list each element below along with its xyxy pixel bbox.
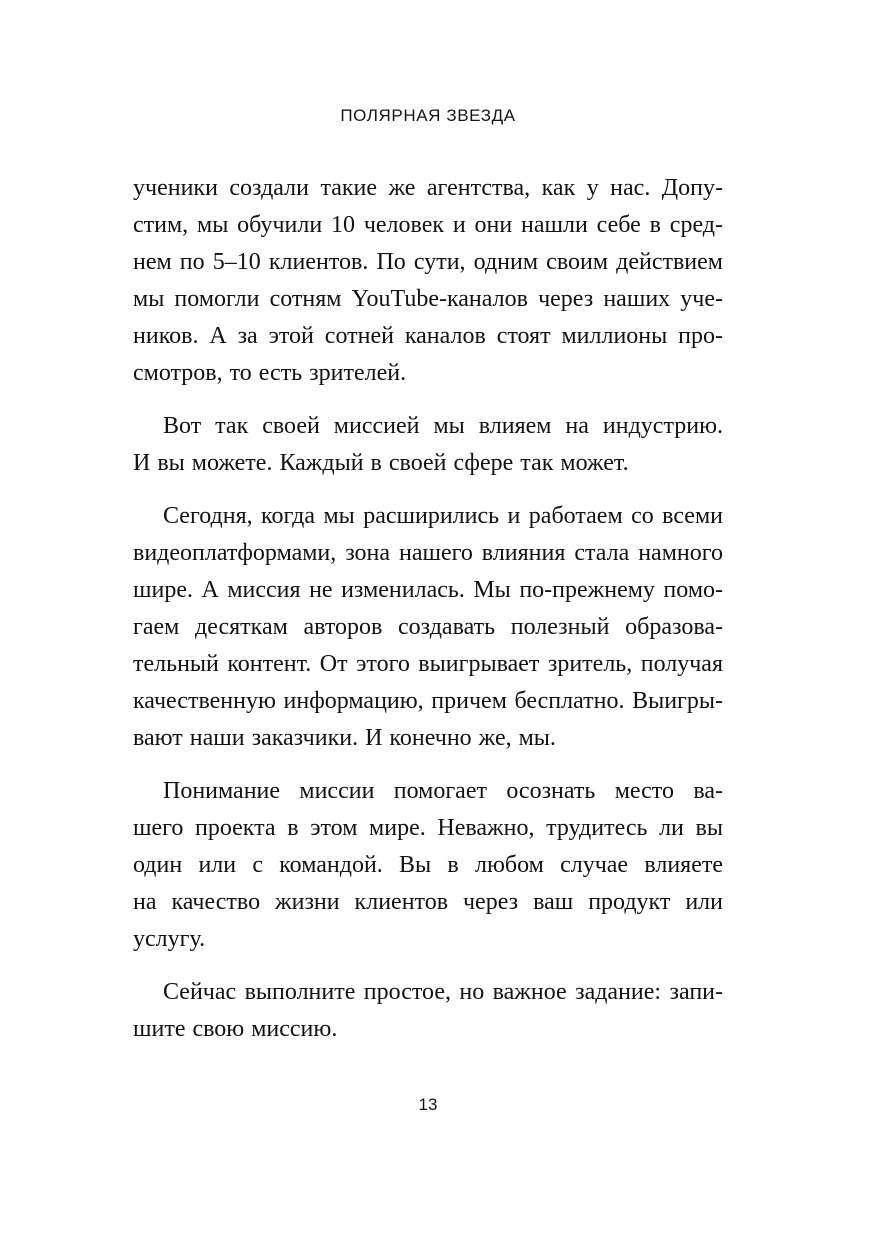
text-line: Сегодня, когда мы расширились и работаем со всеми [163,503,723,529]
text-line: ученики создали такие же агентства, как у нас. Допу- [133,175,723,201]
paragraph [133,498,723,757]
text-line: стим, мы обучили 10 человек и они нашли себе в сред- [133,212,723,238]
text-line: шего проекта в этом мире. Неважно, трудитесь ли вы [133,815,723,841]
text-line: на качество жизни клиентов через ваш продукт или [133,889,723,915]
text-line: видеоплатформами, зона нашего влияния стала намного [133,540,723,566]
running-header: ПОЛЯРНАЯ ЗВЕЗДА [340,106,516,125]
text-line: нем по 5–10 клиентов. По сути, одним своим действием [133,249,723,275]
text-line: гаем десяткам авторов создавать полезный образова- [133,614,723,640]
paragraph [133,408,723,482]
text-line: тельный контент. От этого выигрывает зритель, получая [133,651,723,677]
text-line: шире. А миссия не изменилась. Мы по-прежнему помо- [133,577,723,603]
text-line: один или с командой. Вы в любом случае влияете [133,852,723,878]
text-line: Сейчас выполните простое, но важное задание: запи- [163,979,723,1005]
paragraph [133,170,723,392]
body-text [133,170,723,1048]
paragraph [133,773,723,958]
text-line: Вот так своей миссией мы влияем на индустрию. [163,413,723,439]
text-line: шите свою миссию. [133,1016,338,1042]
text-line: вают наши заказчики. И конечно же, мы. [133,725,556,751]
text-line: мы помогли сотням YouTube-каналов через наших уче- [133,286,723,312]
paragraph [133,974,723,1048]
text-line: смотров, то есть зрителей. [133,360,407,386]
text-line: качественную информацию, причем бесплатно. Выигры- [133,688,723,714]
text-line: услугу. [133,926,206,952]
text-line: И вы можете. Каждый в своей сфере так может. [133,450,629,476]
text-line: ников. А за этой сотней каналов стоят миллионы про- [133,323,723,349]
text-line: Понимание миссии помогает осознать место ва- [163,778,723,804]
page-number: 13 [418,1095,438,1114]
